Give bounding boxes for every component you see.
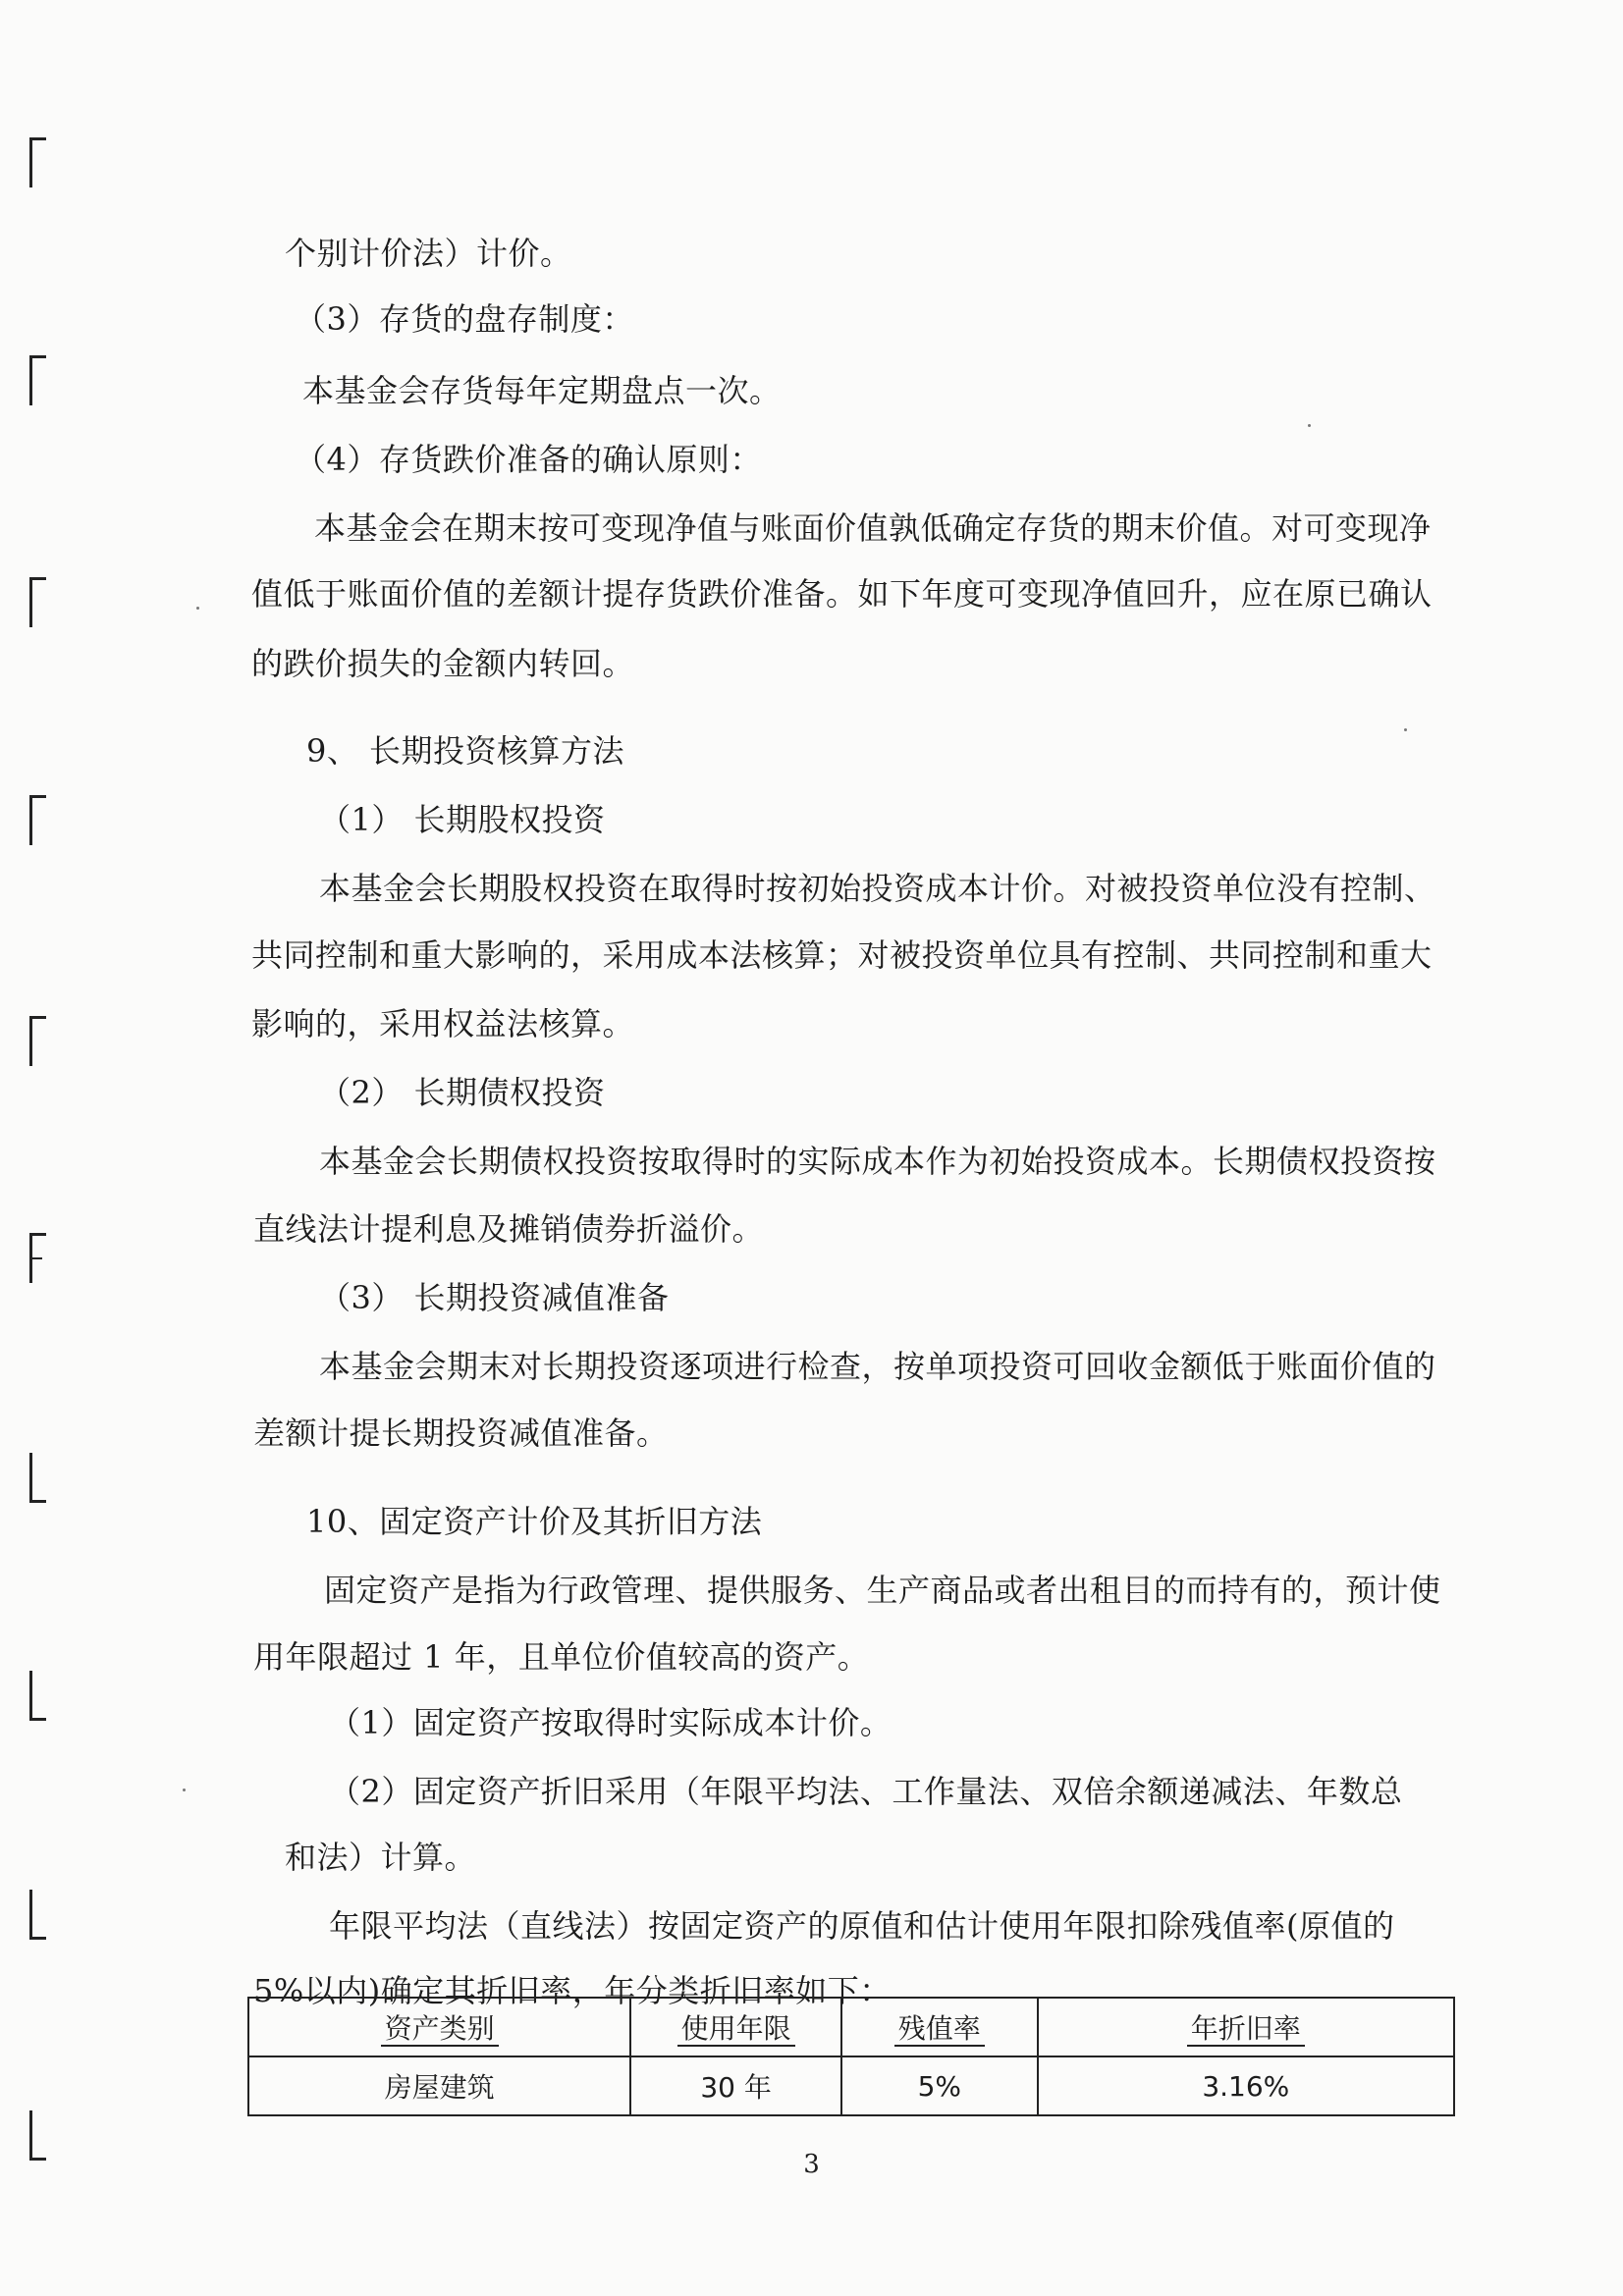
- page-number: 3: [803, 2150, 820, 2179]
- text-line: 年限平均法（直线法）按固定资产的原值和估计使用年限扣除残值率(原值的: [329, 1907, 1395, 1945]
- text-line: 5%以内)确定其折旧率，年分类折旧率如下：: [253, 1972, 892, 2009]
- text-line: 直线法计提利息及摊销债券折溢价。: [253, 1210, 765, 1248]
- text-line: 本基金会存货每年定期盘点一次。: [302, 372, 782, 409]
- text-line: 固定资产是指为行政管理、提供服务、生产商品或者出租目的而持有的，预计使: [324, 1572, 1441, 1609]
- table-header-row: [248, 1998, 1454, 2056]
- text-line: 本基金会长期债权投资按取得时的实际成本作为初始投资成本。长期债权投资按: [319, 1143, 1436, 1180]
- text-line: （3）存货的盘存制度：: [295, 300, 634, 338]
- scan-speck: [183, 1789, 186, 1791]
- header-asset-category: 资产类别: [381, 2012, 499, 2047]
- binding-mark: [29, 1890, 46, 1940]
- binding-mark: [29, 355, 46, 405]
- text-line: 用年限超过 1 年，且单位价值较高的资产。: [253, 1638, 870, 1676]
- binding-mark: [29, 1671, 46, 1721]
- scan-speck: [1404, 728, 1407, 731]
- table-header-cell: [1038, 1998, 1454, 2056]
- scan-speck: [196, 607, 199, 610]
- subsection-heading: （3） 长期投资减值准备: [319, 1279, 670, 1316]
- text-line: 值低于账面价值的差额计提存货跌价准备。如下年度可变现净值回升，应在原已确认: [251, 575, 1433, 613]
- table-cell: 房屋建筑: [248, 2056, 630, 2115]
- text-line: 共同控制和重大影响的，采用成本法核算；对被投资单位具有控制、共同控制和重大: [251, 936, 1433, 974]
- table-cell: 30 年: [630, 2056, 841, 2115]
- text-line: 影响的，采用权益法核算。: [251, 1005, 635, 1042]
- text-line: 和法）计算。: [285, 1839, 477, 1876]
- binding-mark: [29, 577, 46, 627]
- text-line: 本基金会在期末按可变现净值与账面价值孰低确定存货的期末价值。对可变现净: [314, 509, 1432, 547]
- section-heading: 9、 长期投资核算方法: [306, 732, 625, 770]
- table-header-cell: [841, 1998, 1038, 2056]
- text-line: 本基金会长期股权投资在取得时按初始投资成本计价。对被投资单位没有控制、: [319, 870, 1436, 907]
- text-line: 本基金会期末对长期投资逐项进行检查，按单项投资可回收金额低于账面价值的: [319, 1348, 1436, 1385]
- table-row: [248, 2056, 1454, 2115]
- binding-mark: [29, 1233, 46, 1283]
- text-line: 的跌价损失的金额内转回。: [251, 645, 635, 682]
- text-line: （1）固定资产按取得时实际成本计价。: [329, 1704, 893, 1741]
- depreciation-table: [247, 1997, 1455, 2116]
- text-line: （2）固定资产折旧采用（年限平均法、工作量法、双倍余额递减法、年数总: [329, 1773, 1403, 1810]
- binding-mark: [29, 1453, 46, 1503]
- table-cell: 5%: [841, 2056, 1038, 2115]
- table-header-cell: [248, 1998, 630, 2056]
- section-heading: 10、固定资产计价及其折旧方法: [306, 1503, 763, 1540]
- binding-mark: [29, 795, 46, 845]
- header-useful-life: 使用年限: [677, 2012, 795, 2047]
- header-annual-depreciation-rate: 年折旧率: [1187, 2012, 1305, 2047]
- text-line: 个别计价法）计价。: [285, 235, 572, 272]
- table-cell: 3.16%: [1038, 2056, 1454, 2115]
- subsection-heading: （1） 长期股权投资: [319, 801, 606, 838]
- subsection-heading: （2） 长期债权投资: [319, 1074, 606, 1111]
- scan-speck: [1308, 424, 1311, 427]
- table-header-cell: [630, 1998, 841, 2056]
- text-line: 差额计提长期投资减值准备。: [253, 1415, 669, 1452]
- binding-mark: [29, 137, 46, 187]
- binding-mark: [29, 1016, 46, 1066]
- header-residual-rate: 残值率: [894, 2012, 985, 2047]
- text-line: （4）存货跌价准备的确认原则：: [295, 441, 762, 478]
